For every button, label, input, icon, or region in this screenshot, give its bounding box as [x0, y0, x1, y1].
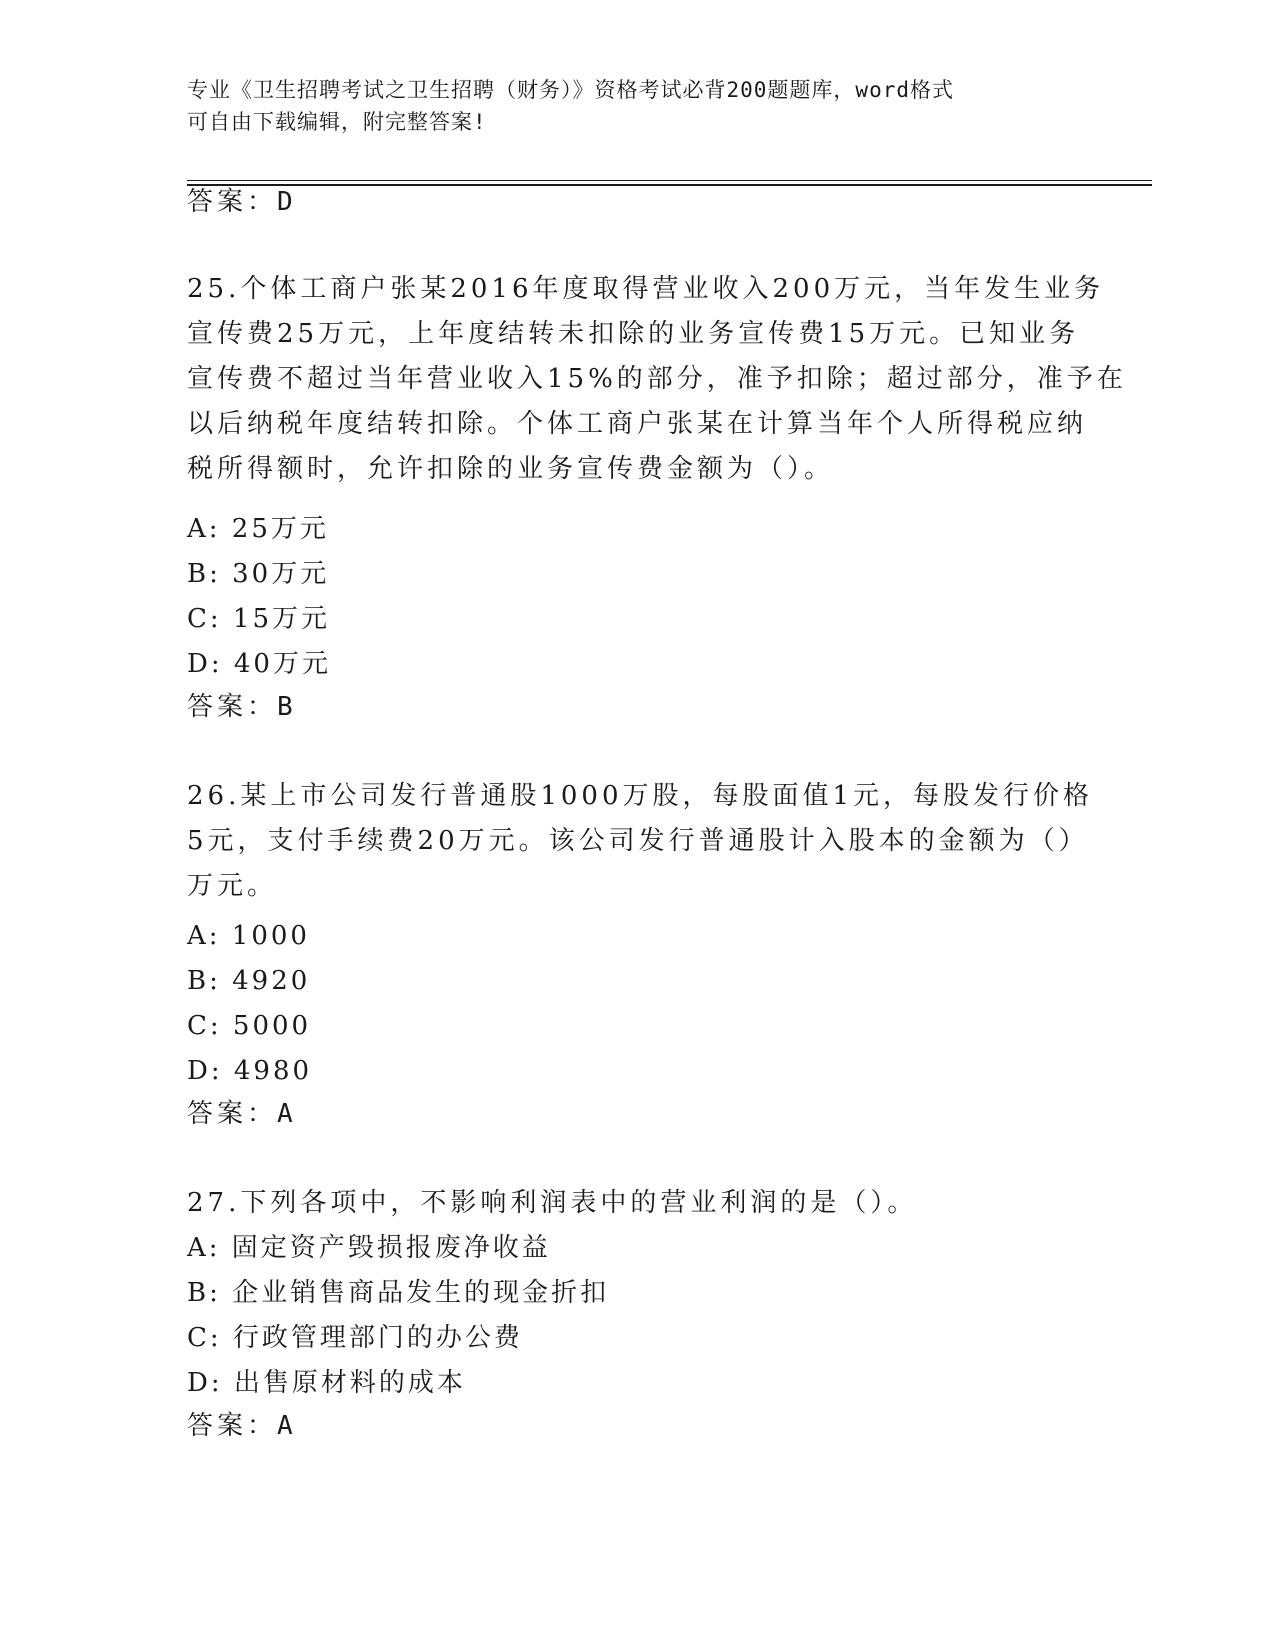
option-b: B: 30万元 — [187, 559, 330, 589]
answer-value: A — [277, 1411, 294, 1441]
answer-line — [187, 1098, 294, 1130]
question-line: 税所得额时，允许扣除的业务宣传费金额为（）。 — [187, 454, 835, 484]
option-d: D: 4980 — [187, 1056, 313, 1086]
option-c: C: 5000 — [187, 1011, 312, 1041]
header-line-2: 可自由下载编辑，附完整答案! — [187, 110, 487, 134]
answer-line — [187, 691, 294, 723]
question-line: 5元，支付手续费20万元。该公司发行普通股计入股本的金额为（） — [187, 826, 1089, 856]
question-line: 宣传费25万元，上年度结转未扣除的业务宣传费15万元。已知业务 — [187, 319, 1080, 349]
answer-line — [187, 1410, 294, 1442]
answer-value: B — [277, 692, 294, 722]
option-c: C: 15万元 — [187, 604, 331, 634]
question-line: 万元。 — [187, 871, 278, 901]
header-line-1: 专业《卫生招聘考试之卫生招聘（财务）》资格考试必背200题题库，word格式 — [187, 78, 954, 102]
option-a: A: 25万元 — [187, 514, 329, 544]
answer-value: D — [277, 187, 294, 217]
answer-label: 答案： — [187, 1099, 278, 1129]
answer-value: A — [277, 1099, 294, 1129]
header-divider-thick — [187, 184, 1152, 186]
header-divider — [187, 180, 1152, 181]
answer-label: 答案： — [187, 692, 278, 722]
question-stem — [187, 267, 1127, 492]
option-a: A: 1000 — [187, 921, 310, 951]
question-line: 27.下列各项中，不影响利润表中的营业利润的是（）。 — [187, 1188, 918, 1218]
option-d: D: 出售原材料的成本 — [187, 1368, 466, 1398]
option-c: C: 行政管理部门的办公费 — [187, 1323, 523, 1353]
answer-label: 答案： — [187, 187, 278, 217]
question-line: 25.个体工商户张某2016年度取得营业收入200万元，当年发生业务 — [187, 274, 1105, 304]
option-a: A: 固定资产毁损报废净收益 — [187, 1233, 551, 1263]
option-b: B: 4920 — [187, 966, 311, 996]
question-line: 以后纳税年度结转扣除。个体工商户张某在计算当年个人所得税应纳 — [187, 409, 1088, 439]
question-line: 宣传费不超过当年营业收入15%的部分，准予扣除；超过部分，准予在 — [187, 364, 1127, 394]
question-line: 26.某上市公司发行普通股1000万股，每股面值1元，每股发行价格 — [187, 781, 1094, 811]
question-stem — [187, 774, 1093, 909]
option-d: D: 40万元 — [187, 649, 331, 679]
option-b: B: 企业销售商品发生的现金折扣 — [187, 1278, 610, 1308]
answer-label: 答案： — [187, 1411, 278, 1441]
answer-line — [187, 186, 294, 218]
question-stem — [187, 1181, 917, 1226]
document-header — [187, 74, 1087, 138]
